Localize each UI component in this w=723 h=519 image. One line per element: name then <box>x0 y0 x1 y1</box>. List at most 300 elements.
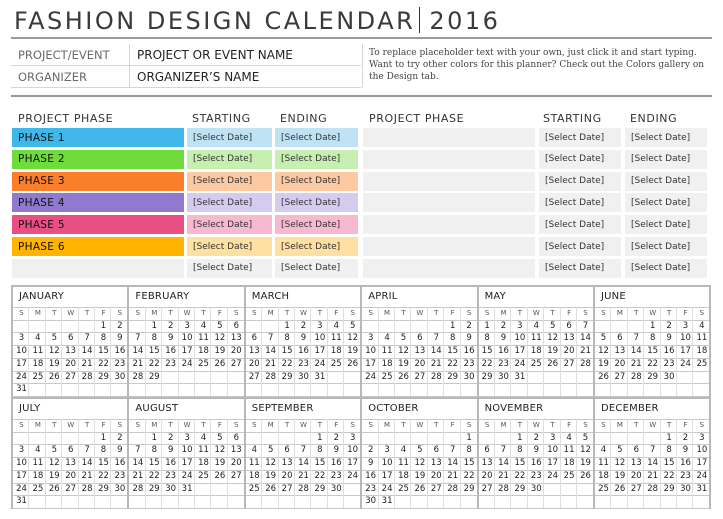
month-name: JULY <box>19 403 41 414</box>
calendar-day: 18 <box>381 358 393 369</box>
calendar-day: 11 <box>530 333 542 344</box>
page-title <box>14 6 500 36</box>
weekday-label: T <box>84 309 90 317</box>
phase-end-date[interactable]: [Select Date] <box>275 193 358 212</box>
calendar-day: 10 <box>347 445 359 456</box>
calendar-day: 4 <box>600 445 607 456</box>
phase-start-date[interactable]: [Select Date] <box>187 193 272 212</box>
calendar-day: 4 <box>35 445 41 456</box>
phase-start-date[interactable]: [Select Date] <box>539 193 621 212</box>
calendar-day: 20 <box>630 470 642 481</box>
phase-row <box>12 150 358 169</box>
phase-row <box>12 193 358 212</box>
calendar-day: 26 <box>48 483 60 494</box>
calendar-day: 13 <box>430 458 442 469</box>
calendar-day: 21 <box>265 358 277 369</box>
phase-end-date[interactable]: [Select Date] <box>625 172 707 191</box>
calendar-day: 17 <box>680 346 691 357</box>
calendar-day: 7 <box>300 445 307 456</box>
phase-name-blank[interactable] <box>363 128 535 147</box>
month-name: JANUARY <box>19 291 65 302</box>
calendar-day: 1 <box>517 432 523 443</box>
calendar-day: 16 <box>330 458 342 469</box>
calendar-day: 10 <box>181 445 193 456</box>
calendar-day: 3 <box>699 432 705 443</box>
phase-end-date[interactable]: [Select Date] <box>275 215 358 234</box>
calendar-day: 7 <box>267 333 274 344</box>
calendar-day: 1 <box>284 320 290 331</box>
weekday-label: W <box>416 421 424 429</box>
calendar-day: 13 <box>65 458 77 469</box>
calendar-day: 5 <box>267 445 274 456</box>
calendar-day: 18 <box>563 458 575 469</box>
calendar-day: 8 <box>100 333 107 344</box>
calendar-day: 4 <box>400 445 407 456</box>
calendar-day: 2 <box>167 320 174 331</box>
weekday-label: S <box>583 421 588 429</box>
phase-row-right <box>363 193 707 212</box>
weekday-label: F <box>101 309 106 317</box>
phase-start-date[interactable]: [Select Date] <box>187 259 272 278</box>
calendar-day: 29 <box>148 371 160 382</box>
calendar-day: 23 <box>530 470 542 481</box>
calendar-day: 17 <box>16 358 27 369</box>
calendar-day: 5 <box>51 333 57 344</box>
phase-name[interactable]: PHASE 4 <box>12 193 184 212</box>
weekday-label: M <box>384 421 391 429</box>
calendar-day: 13 <box>414 346 426 357</box>
phase-start-date[interactable]: [Select Date] <box>187 128 272 147</box>
calendar-day: 8 <box>449 333 456 344</box>
calendar-day: 17 <box>547 458 559 469</box>
calendar-day: 2 <box>367 445 374 456</box>
weekday-label: T <box>666 309 672 317</box>
calendar-day: 1 <box>100 320 107 331</box>
middle-divider <box>11 95 712 97</box>
phase-name[interactable]: PHASE 3 <box>12 172 184 191</box>
calendar-day: 29 <box>647 371 659 382</box>
calendar-day: 7 <box>135 333 141 344</box>
calendar-day: 30 <box>680 483 691 494</box>
weekday-label: T <box>52 421 57 429</box>
calendar-day: 24 <box>16 371 27 382</box>
calendar-day: 10 <box>696 445 708 456</box>
weekday-label: T <box>434 309 439 317</box>
calendar-day: 24 <box>514 358 526 369</box>
phase-name-blank[interactable] <box>363 193 535 212</box>
phase-name[interactable] <box>12 259 184 278</box>
calendar-day: 4 <box>251 445 257 456</box>
calendar-day: 28 <box>630 371 642 382</box>
calendar-day: 21 <box>580 346 591 357</box>
text-cursor <box>419 7 420 33</box>
calendar-day: 22 <box>281 358 293 369</box>
calendar-day: 19 <box>598 358 609 369</box>
calendar-day: 19 <box>547 346 559 357</box>
calendar-day: 6 <box>233 320 239 331</box>
calendar-day: 26 <box>214 470 226 481</box>
calendar-day: 1 <box>484 320 490 331</box>
month-name: DECEMBER <box>601 403 659 414</box>
phase-name-blank[interactable] <box>363 150 535 169</box>
calendar-day: 3 <box>367 333 374 344</box>
calendar-day: 3 <box>384 445 390 456</box>
calendar-day: 14 <box>647 458 659 469</box>
calendar-day: 17 <box>181 346 193 357</box>
calendar-day: 24 <box>696 470 708 481</box>
calendar-day: 11 <box>598 458 609 469</box>
weekday-label: F <box>101 421 106 429</box>
phase-start-date[interactable]: [Select Date] <box>187 172 272 191</box>
calendar-day: 5 <box>600 333 607 344</box>
calendar-day: 16 <box>498 346 509 357</box>
calendar-day: 1 <box>317 432 323 443</box>
weekday-label: S <box>234 421 239 429</box>
calendar-day: 18 <box>198 458 209 469</box>
weekday-label: W <box>532 309 540 317</box>
calendar-day: 1 <box>151 320 157 331</box>
calendar-day: 25 <box>32 483 44 494</box>
weekday-label: M <box>151 421 158 429</box>
phase-name[interactable]: PHASE 6 <box>12 237 184 256</box>
phase-end-date[interactable]: [Select Date] <box>625 237 707 256</box>
weekday-label: T <box>84 421 90 429</box>
calendar-day: 25 <box>381 371 393 382</box>
calendar-day: 15 <box>98 458 109 469</box>
calendar-day: 31 <box>16 384 27 395</box>
weekday-label: M <box>616 421 623 429</box>
phase-name[interactable]: PHASE 1 <box>12 128 184 147</box>
weekday-label: T <box>284 421 290 429</box>
calendar-day: 12 <box>398 346 409 357</box>
calendar-day: 13 <box>563 333 575 344</box>
calendar-day: 29 <box>98 483 109 494</box>
calendar-day: 31 <box>314 371 326 382</box>
calendar-day: 8 <box>484 333 490 344</box>
calendar-day: 26 <box>48 371 60 382</box>
calendar-day: 26 <box>214 358 226 369</box>
calendar-day: 1 <box>449 320 456 331</box>
phase-name-blank[interactable] <box>363 172 535 191</box>
calendar-day: 12 <box>347 333 359 344</box>
calendar-day: 3 <box>349 432 356 443</box>
month-june <box>595 285 709 397</box>
calendar-day: 2 <box>117 432 123 443</box>
weekday-label: S <box>466 309 472 317</box>
month-december <box>595 397 709 509</box>
calendar-day: 16 <box>298 346 309 357</box>
calendar-day: 8 <box>317 445 323 456</box>
phase-name-blank[interactable] <box>363 237 535 256</box>
calendar-day: 26 <box>414 483 426 494</box>
calendar-day: 16 <box>663 346 675 357</box>
calendar-day: 5 <box>400 333 407 344</box>
calendar-day: 12 <box>214 333 226 344</box>
calendar-day: 31 <box>381 496 393 507</box>
calendar-day: 11 <box>32 346 44 357</box>
calendar-day: 6 <box>633 445 639 456</box>
calendar-day: 5 <box>549 320 556 331</box>
calendar-day: 6 <box>484 445 490 456</box>
weekday-label: T <box>201 421 206 429</box>
phase-start-date[interactable]: [Select Date] <box>187 150 272 169</box>
phase-name-blank[interactable] <box>363 215 535 234</box>
calendar-day: 30 <box>114 371 126 382</box>
calendar-day: 17 <box>347 458 359 469</box>
calendar-day: 26 <box>547 358 559 369</box>
calendar-day: 15 <box>98 346 109 357</box>
calendar-day: 6 <box>417 333 423 344</box>
calendar-day: 4 <box>384 333 390 344</box>
calendar-day: 17 <box>365 358 377 369</box>
weekday-label: S <box>601 309 606 317</box>
calendar-day: 19 <box>265 470 277 481</box>
calendar-day: 5 <box>51 445 57 456</box>
right-phase-header: PROJECT PHASE <box>369 112 465 125</box>
calendar-day: 8 <box>151 333 157 344</box>
weekday-label: W <box>183 421 191 429</box>
calendar-day: 23 <box>298 358 309 369</box>
month-name: MAY <box>484 291 506 302</box>
calendar-day: 17 <box>16 470 27 481</box>
calendar-day: 10 <box>16 346 27 357</box>
project-row <box>11 44 361 66</box>
calendar-day: 31 <box>16 496 27 507</box>
calendar-day: 1 <box>666 432 672 443</box>
calendar-day: 13 <box>614 346 626 357</box>
organizer-value[interactable]: ORGANIZER’S NAME <box>129 66 361 87</box>
calendar-day: 4 <box>699 320 705 331</box>
calendar-day: 26 <box>347 358 359 369</box>
weekday-label: T <box>634 421 639 429</box>
calendar-day: 8 <box>466 445 472 456</box>
weekday-label: T <box>634 309 639 317</box>
phase-end-date[interactable]: [Select Date] <box>625 215 707 234</box>
month-name: OCTOBER <box>368 403 419 414</box>
month-name: AUGUST <box>135 403 179 414</box>
calendar-day: 5 <box>217 320 223 331</box>
calendar-day: 28 <box>81 483 93 494</box>
weekday-label: M <box>267 309 274 317</box>
phase-start-date[interactable]: [Select Date] <box>187 237 272 256</box>
phase-name[interactable]: PHASE 2 <box>12 150 184 169</box>
month-november <box>479 397 593 509</box>
calendar-day: 30 <box>663 371 675 382</box>
phase-start-date[interactable]: [Select Date] <box>187 215 272 234</box>
calendar-day: 13 <box>481 458 493 469</box>
calendar-day: 6 <box>67 333 74 344</box>
calendar-day: 10 <box>181 333 193 344</box>
calendar-day: 29 <box>481 371 493 382</box>
phase-start-date[interactable]: [Select Date] <box>539 237 621 256</box>
calendar-day: 17 <box>181 458 193 469</box>
phase-end-date[interactable]: [Select Date] <box>625 193 707 212</box>
project-value[interactable]: PROJECT OR EVENT NAME <box>129 44 361 65</box>
calendar-day: 30 <box>114 483 126 494</box>
phase-start-date[interactable]: [Select Date] <box>539 215 621 234</box>
calendar-day: 24 <box>181 358 193 369</box>
calendar-day: 7 <box>84 445 90 456</box>
calendar-day: 10 <box>680 333 691 344</box>
calendar-day: 28 <box>430 371 442 382</box>
weekday-label: W <box>67 421 75 429</box>
calendar-day: 20 <box>614 358 626 369</box>
month-name: JUNE <box>601 291 626 302</box>
calendar-day: 11 <box>381 346 393 357</box>
calendar-day: 28 <box>81 371 93 382</box>
calendar-day: 8 <box>666 445 672 456</box>
phase-start-date[interactable]: [Select Date] <box>539 128 621 147</box>
calendar-day: 15 <box>148 458 160 469</box>
phase-start-date[interactable]: [Select Date] <box>539 259 621 278</box>
month-name: FEBRUARY <box>135 291 190 302</box>
calendar-day: 15 <box>463 458 475 469</box>
calendar-day: 4 <box>533 320 539 331</box>
weekday-label: T <box>168 421 173 429</box>
calendar-day: 14 <box>298 458 309 469</box>
calendar-day: 22 <box>98 470 109 481</box>
phase-end-date[interactable]: [Select Date] <box>625 259 707 278</box>
calendar-day: 9 <box>682 445 689 456</box>
calendar-day: 24 <box>365 371 377 382</box>
calendar-day: 22 <box>514 470 526 481</box>
calendar-day: 10 <box>547 445 559 456</box>
phase-end-date[interactable]: [Select Date] <box>275 172 358 191</box>
calendar-day: 22 <box>481 358 493 369</box>
calendar-day: 20 <box>65 470 77 481</box>
calendar-day: 29 <box>463 483 475 494</box>
calendar-day: 13 <box>281 458 293 469</box>
calendar-day: 30 <box>298 371 309 382</box>
weekday-label: S <box>699 309 705 317</box>
calendar-day: 28 <box>647 483 659 494</box>
phase-row <box>12 259 358 278</box>
calendar-day: 7 <box>449 445 456 456</box>
calendar-day: 27 <box>414 371 426 382</box>
calendar-day: 14 <box>430 346 442 357</box>
weekday-label: M <box>500 309 507 317</box>
phase-start-date[interactable]: [Select Date] <box>539 172 621 191</box>
calendar-day: 20 <box>281 470 293 481</box>
weekday-label: T <box>550 421 555 429</box>
calendar-day: 25 <box>563 470 575 481</box>
month-name: SEPTEMBER <box>251 403 314 414</box>
weekday-label: S <box>252 309 257 317</box>
calendar-day: 23 <box>680 470 691 481</box>
weekday-label: S <box>350 309 355 317</box>
phase-end-date[interactable]: [Select Date] <box>275 259 358 278</box>
calendar-day: 22 <box>98 358 109 369</box>
calendar-day: 31 <box>514 371 526 382</box>
calendar-day: 20 <box>481 470 493 481</box>
left-starting-header: STARTING <box>192 112 251 125</box>
calendar-day: 9 <box>367 458 374 469</box>
weekday-label: S <box>466 421 472 429</box>
calendar-day: 1 <box>100 432 107 443</box>
calendar-day: 16 <box>165 346 177 357</box>
phase-start-date[interactable]: [Select Date] <box>539 150 621 169</box>
phase-end-date[interactable]: [Select Date] <box>275 150 358 169</box>
left-phase-header: PROJECT PHASE <box>18 112 114 125</box>
calendar-day: 10 <box>365 346 377 357</box>
weekday-label: T <box>201 309 206 317</box>
calendar-day: 20 <box>248 358 260 369</box>
phase-end-date[interactable]: [Select Date] <box>625 150 707 169</box>
calendar-day: 1 <box>649 320 656 331</box>
calendar-day: 19 <box>614 470 626 481</box>
calendar-day: 11 <box>198 445 209 456</box>
calendar-day: 6 <box>617 333 623 344</box>
calendar-day: 8 <box>649 333 656 344</box>
phase-end-date[interactable]: [Select Date] <box>275 128 358 147</box>
phase-name[interactable]: PHASE 5 <box>12 215 184 234</box>
calendar-day: 7 <box>649 445 656 456</box>
calendar-day: 23 <box>663 358 675 369</box>
project-label: PROJECT/EVENT <box>18 47 110 62</box>
calendar-day: 2 <box>533 432 539 443</box>
month-name: APRIL <box>368 291 398 302</box>
calendar-day: 24 <box>547 470 559 481</box>
calendar-day: 25 <box>598 483 609 494</box>
phase-end-date[interactable]: [Select Date] <box>625 128 707 147</box>
weekday-label: T <box>317 309 323 317</box>
month-october <box>362 397 476 509</box>
calendar-day: 29 <box>281 371 293 382</box>
calendar-day: 8 <box>284 333 290 344</box>
calendar-day: 19 <box>398 358 409 369</box>
calendar-day: 3 <box>18 445 25 456</box>
calendar-day: 17 <box>381 470 393 481</box>
calendar-day: 21 <box>498 470 509 481</box>
calendar-day: 24 <box>16 483 27 494</box>
weekday-label: S <box>583 309 588 317</box>
instruction-note: To replace placeholder text with your own, just click it and start typing. Want to try other colors for this planner? Check out the Colors gallery on the Design tab. <box>362 44 712 88</box>
calendar-day: 12 <box>48 346 60 357</box>
calendar-day: 4 <box>200 320 207 331</box>
calendar-day: 5 <box>349 320 356 331</box>
weekday-label: S <box>484 309 490 317</box>
month-august <box>129 397 243 509</box>
weekday-label: W <box>300 421 307 429</box>
weekday-label: F <box>567 309 572 317</box>
weekday-label: T <box>52 309 57 317</box>
calendar-day: 29 <box>314 483 326 494</box>
right-starting-header: STARTING <box>543 112 602 125</box>
calendar-day: 6 <box>233 432 239 443</box>
calendar-day: 11 <box>198 333 209 344</box>
month-july <box>13 397 127 509</box>
phase-row-right <box>363 150 707 169</box>
phase-name-blank[interactable] <box>363 259 535 278</box>
calendar-day: 18 <box>330 346 342 357</box>
calendar-day: 19 <box>347 346 359 357</box>
calendar-day: 13 <box>248 346 260 357</box>
calendar-day: 20 <box>414 358 426 369</box>
weekday-label: S <box>484 421 490 429</box>
phase-end-date[interactable]: [Select Date] <box>275 237 358 256</box>
calendar-day: 21 <box>81 358 93 369</box>
weekday-label: F <box>683 421 688 429</box>
calendar-day: 4 <box>200 432 207 443</box>
calendar-day: 25 <box>330 358 342 369</box>
month-may <box>479 285 593 397</box>
calendar-day: 14 <box>265 346 277 357</box>
calendar-day: 9 <box>466 333 472 344</box>
calendar-day: 23 <box>165 470 177 481</box>
calendar-day: 28 <box>132 483 144 494</box>
weekday-label: S <box>350 421 355 429</box>
weekday-label: S <box>252 421 257 429</box>
